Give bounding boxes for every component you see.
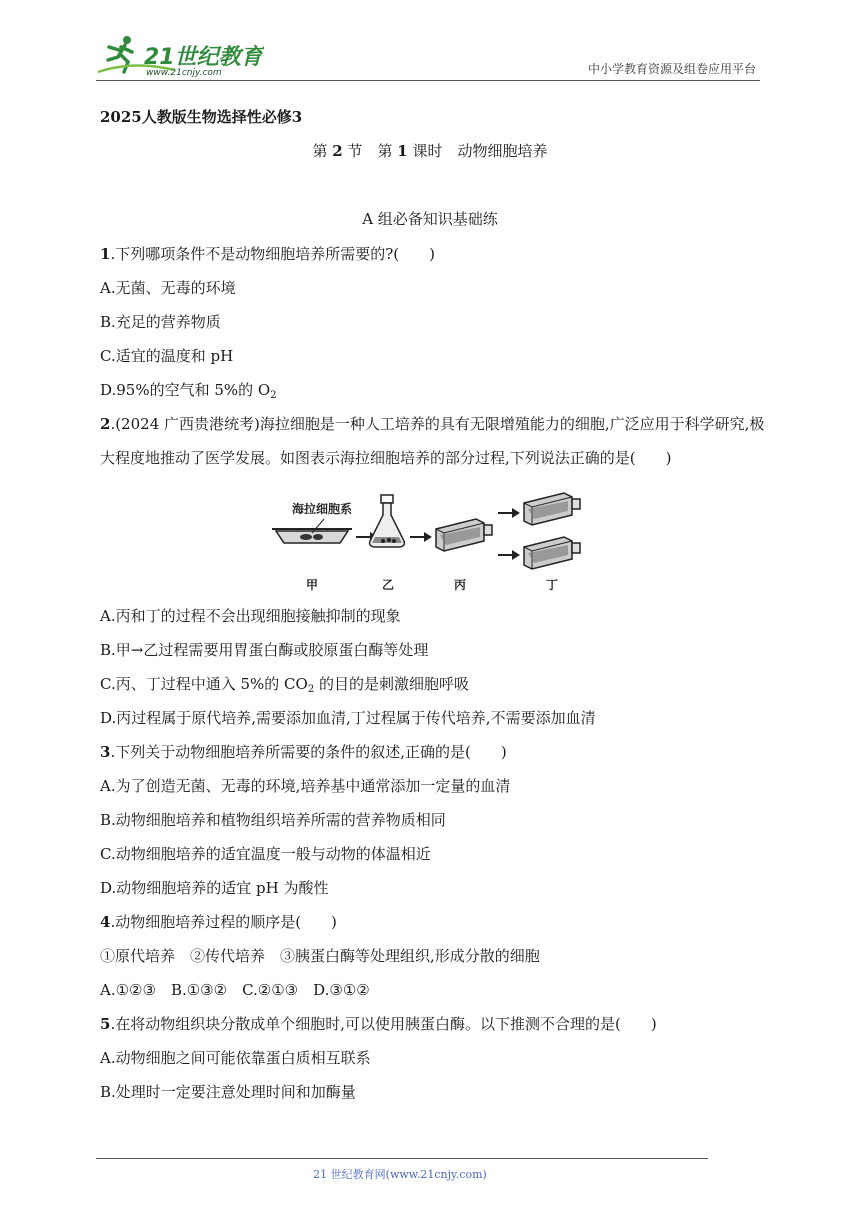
question-5-stem [100,1007,770,1041]
question-number: 3 [100,743,111,761]
question-number: 5 [100,1015,111,1033]
cell-line-label: 海拉细胞系 [292,502,353,516]
question-2-option-d: D.丙过程属于原代培养,需要添加血清,丁过程属于传代培养,不需要添加血清 [100,709,596,727]
option-c-text: C.丙、丁过程中通入 5%的 CO [100,675,308,693]
question-2-option-c [100,667,770,701]
culture-bottle-icon [524,493,580,525]
cell-culture-figure [100,475,770,599]
question-1-stem [100,237,770,271]
question-2-stem [100,407,770,475]
flask-icon [370,495,405,547]
header-divider [96,80,760,81]
header-slogan: 中小学教育资源及组卷应用平台 [587,62,756,76]
lesson-num2: 1 [397,142,408,160]
question-2-option-b: B.甲→乙过程需要用胃蛋白酶或胶原蛋白酶等处理 [100,641,429,659]
culture-bottle-icon [524,537,580,569]
question-5-option-b: B.处理时一定要注意处理时间和加酶量 [100,1083,356,1101]
question-1-option-c: C.适宜的温度和 pH [100,347,234,365]
section-title: A 组必备知识基础练 [362,210,498,228]
question-3-option-a: A.为了创造无菌、无毒的环境,培养基中通常添加一定量的血清 [100,777,511,795]
question-number: 4 [100,913,111,931]
question-number: 1 [100,245,111,263]
question-5-option-a: A.动物细胞之间可能依靠蛋白质相互联系 [100,1049,371,1067]
question-number: 2 [100,415,111,433]
lesson-part3: 课时 动物细胞培养 [412,142,548,160]
logo-text: 21世纪教育 [144,45,263,70]
footer-text: 21 世纪教育网(www.21cnjy.com) [313,1168,487,1181]
site-logo [94,30,264,80]
lesson-part1: 第 [312,142,328,160]
footer-divider [96,1158,708,1159]
question-4-options: A.①②③ B.①③② C.②①③ D.③①② [100,981,370,999]
arrow-icon [498,508,520,518]
dish-icon [272,519,352,543]
question-2-option-a: A.丙和丁的过程不会出现细胞接触抑制的现象 [100,607,401,625]
document-title: 2025人教版生物选择性必修3 [100,108,303,126]
question-1-option-d [100,373,770,407]
lesson-title [0,140,860,161]
question-4-stem [100,905,770,939]
question-3-stem [100,735,770,769]
question-stem-text: .动物细胞培养过程的顺序是( ) [110,913,337,931]
cell-culture-diagram [100,475,770,599]
option-c-text-end: 的目的是刺激细胞呼吸 [314,675,469,693]
question-stem-text: .下列哪项条件不是动物细胞培养所需要的?( ) [110,245,435,263]
stage-label-jia: 甲 [306,578,319,592]
logo-url: www.21cnjy.com [146,68,222,78]
question-4-items: ①原代培养 ②传代培养 ③胰蛋白酶等处理组织,形成分散的细胞 [100,947,540,965]
question-3-option-d: D.动物细胞培养的适宜 pH 为酸性 [100,879,329,897]
question-1-option-b: B.充足的营养物质 [100,313,221,331]
question-3-option-c: C.动物细胞培养的适宜温度一般与动物的体温相近 [100,845,431,863]
question-stem-text: .下列关于动物细胞培养所需要的条件的叙述,正确的是( ) [110,743,507,761]
question-list [100,237,770,1109]
question-stem-text: .在将动物组织块分散成单个细胞时,可以使用胰蛋白酶。以下推测不合理的是( ) [110,1015,657,1033]
arrow-icon [410,532,432,542]
arrow-icon [498,550,520,560]
culture-bottle-icon [436,519,492,551]
stage-label-bing: 丙 [454,578,467,592]
question-3-option-b: B.动物细胞培养和植物组织培养所需的营养物质相同 [100,811,446,829]
question-stem-text: .(2024 广西贵港统考)海拉细胞是一种人工培养的具有无限增殖能力的细胞,广泛应用于科学研究,极大程度地推动了医学发展。如图表示海拉细胞培养的部分过程,下列说法正确的是( ) [100,415,765,467]
subscript: 2 [307,684,315,695]
option-d-text: D.95%的空气和 5%的 O [100,381,271,399]
lesson-part2: 节 第 [347,142,393,160]
stage-label-ding: 丁 [546,578,559,592]
subscript: 2 [270,390,277,401]
question-1-option-a: A.无菌、无毒的环境 [100,279,236,297]
stage-label-yi: 乙 [382,578,395,592]
lesson-num1: 2 [332,142,343,160]
